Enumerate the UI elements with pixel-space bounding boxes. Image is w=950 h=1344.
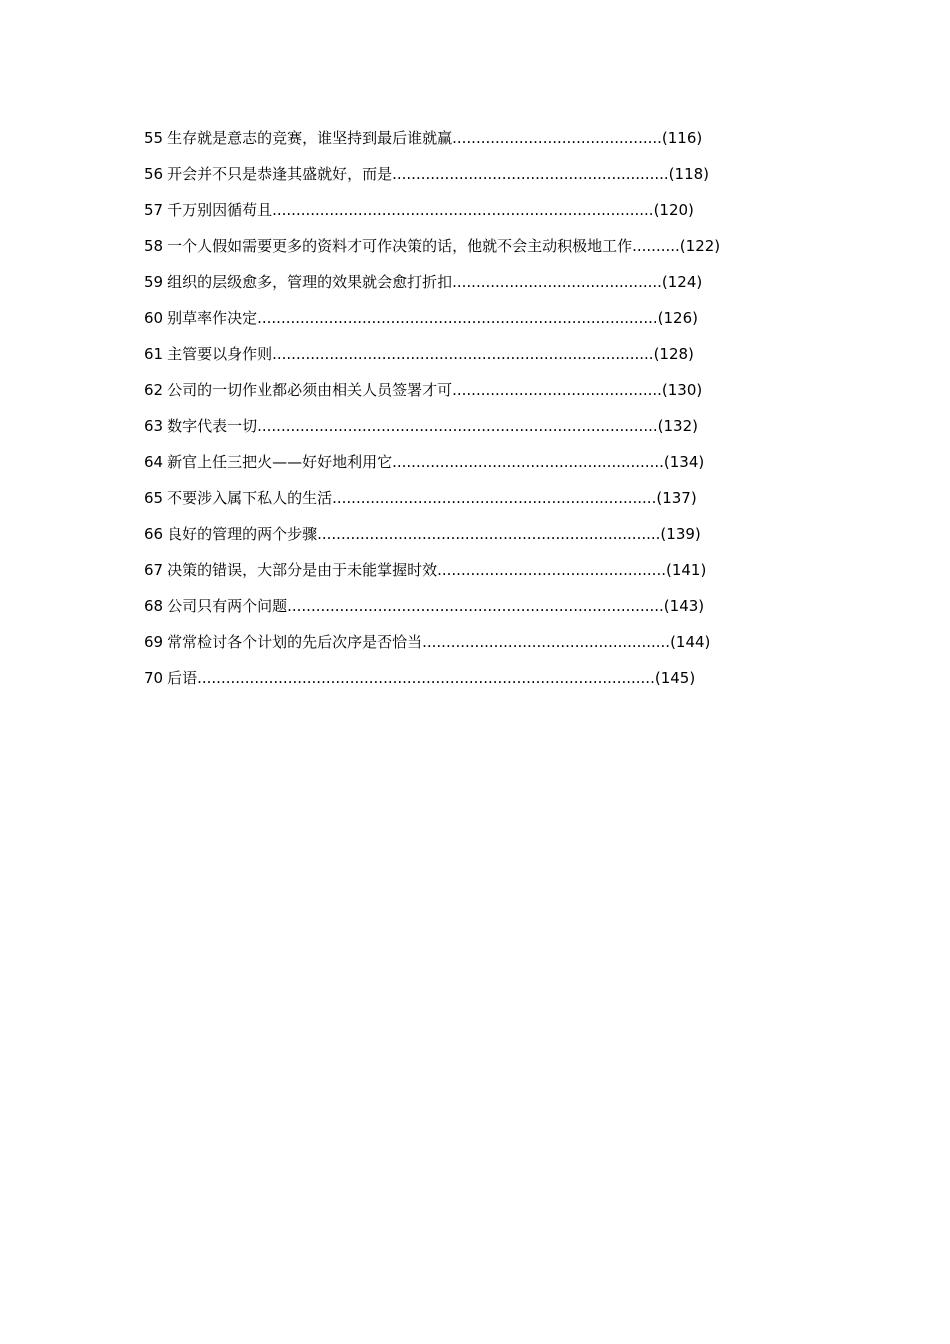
toc-title: 后语 [167, 669, 198, 687]
toc-page: (124) [661, 273, 703, 291]
toc-leader-dots: .................................................................... [332, 489, 657, 507]
toc-page: (130) [661, 381, 703, 399]
toc-number: 57 [144, 201, 164, 219]
toc-number: 67 [144, 561, 164, 579]
toc-leader-dots: ......................................................... [392, 453, 664, 471]
toc-page: (126) [657, 309, 698, 327]
toc-title: 主管要以身作则 [167, 345, 273, 363]
toc-entry [144, 342, 844, 378]
toc-title: 开会并不只是恭逢其盛就好，而是 [167, 165, 393, 183]
toc-entry [144, 486, 844, 522]
toc-number: 58 [144, 237, 164, 255]
toc-leader-dots: .................................................................................... [257, 417, 658, 435]
toc-page: (122) [679, 237, 721, 255]
toc-leader-dots: ................................................................................................ [197, 669, 655, 687]
toc-page: (118) [668, 165, 710, 183]
toc-page: (143) [663, 597, 705, 615]
toc-number: 69 [144, 633, 164, 651]
toc-page: (139) [660, 525, 701, 543]
toc-entry [144, 450, 844, 486]
toc-page: (141) [665, 561, 707, 579]
toc-number: 60 [144, 309, 164, 327]
toc-title: 良好的管理的两个步骤 [167, 525, 318, 543]
toc-leader-dots: ............................................................................... [287, 597, 664, 615]
toc-leader-dots: ........................................................................ [317, 525, 661, 543]
toc-page: (128) [653, 345, 694, 363]
toc-entry [144, 630, 844, 666]
toc-title: 一个人假如需要更多的资料才可作决策的话，他就不会主动积极地工作 [167, 237, 633, 255]
toc-title: 生存就是意志的竞赛，谁坚持到最后谁就赢 [167, 129, 453, 147]
toc-leader-dots: ............................................ [452, 381, 662, 399]
toc-title: 别草率作决定 [167, 309, 258, 327]
toc-title: 组织的层级愈多，管理的效果就会愈打折扣 [167, 273, 453, 291]
toc-leader-dots: ................................................ [437, 561, 666, 579]
toc-leader-dots: .................................................................................... [257, 309, 658, 327]
toc-entry [144, 594, 844, 630]
toc-page: (137) [656, 489, 697, 507]
toc-page: (145) [654, 669, 696, 687]
toc-leader-dots: ................................................................................ [272, 201, 654, 219]
toc-entry [144, 306, 844, 342]
toc-number: 65 [144, 489, 164, 507]
toc-title: 新官上任三把火——好好地利用它 [167, 453, 393, 471]
toc-number: 66 [144, 525, 164, 543]
toc-entry [144, 378, 844, 414]
toc-leader-dots: ............................................ [452, 273, 662, 291]
toc-page: (116) [661, 129, 703, 147]
toc-leader-dots: .......... [632, 237, 680, 255]
toc-leader-dots: .......................................................... [392, 165, 669, 183]
toc-page: (144) [670, 633, 711, 651]
toc-entry [144, 126, 844, 162]
toc-entry [144, 414, 844, 450]
toc-entry [144, 558, 844, 594]
toc-number: 70 [144, 669, 164, 687]
toc-leader-dots: ................................................................................ [272, 345, 654, 363]
toc-title: 决策的错误，大部分是由于未能掌握时效 [167, 561, 438, 579]
toc-number: 61 [144, 345, 164, 363]
toc-entry [144, 522, 844, 558]
toc-page: (134) [663, 453, 705, 471]
toc-number: 63 [144, 417, 164, 435]
toc-title: 千万别因循苟且 [167, 201, 273, 219]
toc-title: 常常检讨各个计划的先后次序是否恰当 [167, 633, 423, 651]
toc-entry [144, 270, 844, 306]
toc-entry [144, 162, 844, 198]
toc-title: 公司只有两个问题 [167, 597, 288, 615]
toc-number: 55 [144, 129, 164, 147]
toc-title: 数字代表一切 [167, 417, 258, 435]
toc-page: (132) [657, 417, 698, 435]
toc-leader-dots: .................................................... [422, 633, 671, 651]
toc-title: 公司的一切作业都必须由相关人员签署才可 [167, 381, 453, 399]
toc-number: 62 [144, 381, 164, 399]
toc-number: 59 [144, 273, 164, 291]
toc-page: (120) [653, 201, 694, 219]
toc-entry [144, 666, 844, 702]
toc-number: 68 [144, 597, 164, 615]
toc-entry [144, 234, 844, 270]
table-of-contents [144, 126, 844, 702]
toc-number: 56 [144, 165, 164, 183]
toc-number: 64 [144, 453, 164, 471]
toc-title: 不要涉入属下私人的生活 [167, 489, 333, 507]
toc-entry [144, 198, 844, 234]
toc-leader-dots: ............................................ [452, 129, 662, 147]
